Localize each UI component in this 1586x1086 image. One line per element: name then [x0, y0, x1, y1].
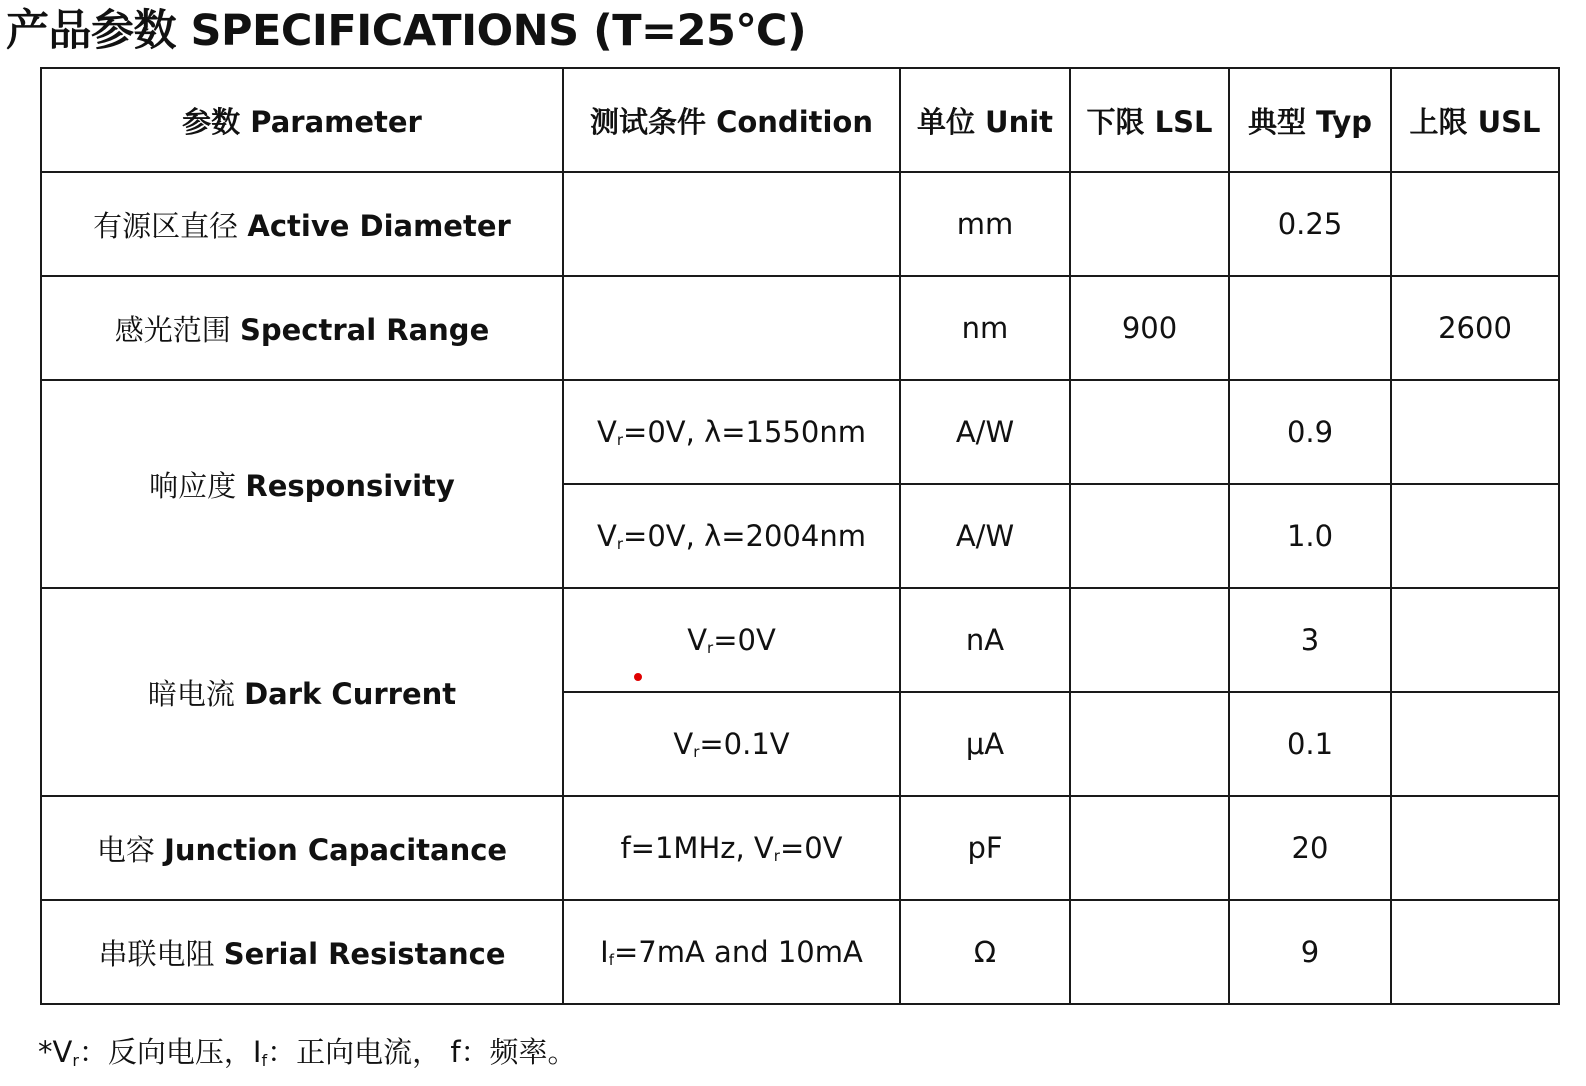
unit-cell: nA: [900, 588, 1070, 692]
lsl-cell: [1070, 172, 1229, 276]
table-row: [41, 588, 1559, 692]
parameter-cell: [41, 172, 563, 276]
usl-cell: [1391, 900, 1559, 1004]
lsl-cell: [1070, 796, 1229, 900]
header-typ: 典型 Typ: [1229, 68, 1391, 172]
parameter-cn: 有源区直径: [93, 208, 239, 243]
parameter-cell: [41, 380, 563, 588]
lsl-cell: [1070, 900, 1229, 1004]
parameter-cell: [41, 900, 563, 1004]
table-row: [41, 172, 1559, 276]
unit-cell: mm: [900, 172, 1070, 276]
parameter-en: Spectral Range: [239, 312, 490, 347]
typ-cell: [1229, 276, 1391, 380]
typ-cell: 0.1: [1229, 692, 1391, 796]
parameter-en: Active Diameter: [247, 208, 511, 243]
typ-cell: 0.9: [1229, 380, 1391, 484]
lsl-cell: [1070, 380, 1229, 484]
typ-cell: 3: [1229, 588, 1391, 692]
header-lsl: 下限 LSL: [1070, 68, 1229, 172]
unit-cell: A/W: [900, 380, 1070, 484]
unit-cell: Ω: [900, 900, 1070, 1004]
usl-cell: [1391, 172, 1559, 276]
parameter-cn: 电容: [96, 832, 155, 867]
parameter-en: Serial Resistance: [223, 936, 506, 971]
condition-cell: [563, 276, 900, 380]
header-usl: 上限 USL: [1391, 68, 1559, 172]
lsl-cell: [1070, 588, 1229, 692]
parameter-cn: 感光范围: [114, 312, 231, 347]
usl-cell: [1391, 380, 1559, 484]
lsl-cell: [1070, 484, 1229, 588]
spec-table: [40, 67, 1560, 1005]
unit-cell: A/W: [900, 484, 1070, 588]
parameter-cn: 串联电阻: [98, 936, 215, 971]
header-parameter: 参数 Parameter: [41, 68, 563, 172]
parameter-cn: 响应度: [149, 468, 237, 503]
typ-cell: 9: [1229, 900, 1391, 1004]
table-row: [41, 900, 1559, 1004]
condition-cell: $V_r=0V$: [563, 588, 900, 692]
typ-cell: 0.25: [1229, 172, 1391, 276]
footnote: $*V_r$：反向电压，$I_f$：正向电流， f：频率。: [38, 1035, 577, 1070]
parameter-en: Responsivity: [245, 468, 455, 503]
parameter-cell: [41, 276, 563, 380]
condition-cell: $V_r=0V$, λ=1550nm: [563, 380, 900, 484]
cursor-dot: [634, 673, 642, 681]
header-unit: 单位 Unit: [900, 68, 1070, 172]
parameter-en: Junction Capacitance: [164, 832, 508, 867]
usl-cell: [1391, 484, 1559, 588]
typ-cell: 20: [1229, 796, 1391, 900]
parameter-cell: [41, 588, 563, 796]
typ-cell: 1.0: [1229, 484, 1391, 588]
unit-cell: μA: [900, 692, 1070, 796]
condition-cell: $I_f=7mA$ and 10mA: [563, 900, 900, 1004]
lsl-cell: [1070, 692, 1229, 796]
table-row: [41, 276, 1559, 380]
page-title: 产品参数 SPECIFICATIONS (T=25℃): [6, 6, 807, 56]
usl-cell: 2600: [1391, 276, 1559, 380]
header-condition: 测试条件 Condition: [563, 68, 900, 172]
parameter-cell: [41, 796, 563, 900]
condition-cell: [563, 172, 900, 276]
parameter-cn: 暗电流: [147, 676, 235, 711]
unit-cell: pF: [900, 796, 1070, 900]
usl-cell: [1391, 796, 1559, 900]
unit-cell: nm: [900, 276, 1070, 380]
table-row: [41, 796, 1559, 900]
table-row: [41, 380, 1559, 484]
lsl-cell: 900: [1070, 276, 1229, 380]
condition-cell: $V_r=0.1V$: [563, 692, 900, 796]
parameter-en: Dark Current: [244, 676, 457, 711]
header-row: [41, 68, 1559, 172]
condition-cell: f=1MHz, $V_r=0V$: [563, 796, 900, 900]
usl-cell: [1391, 588, 1559, 692]
condition-cell: $V_r=0V$, λ=2004nm: [563, 484, 900, 588]
usl-cell: [1391, 692, 1559, 796]
